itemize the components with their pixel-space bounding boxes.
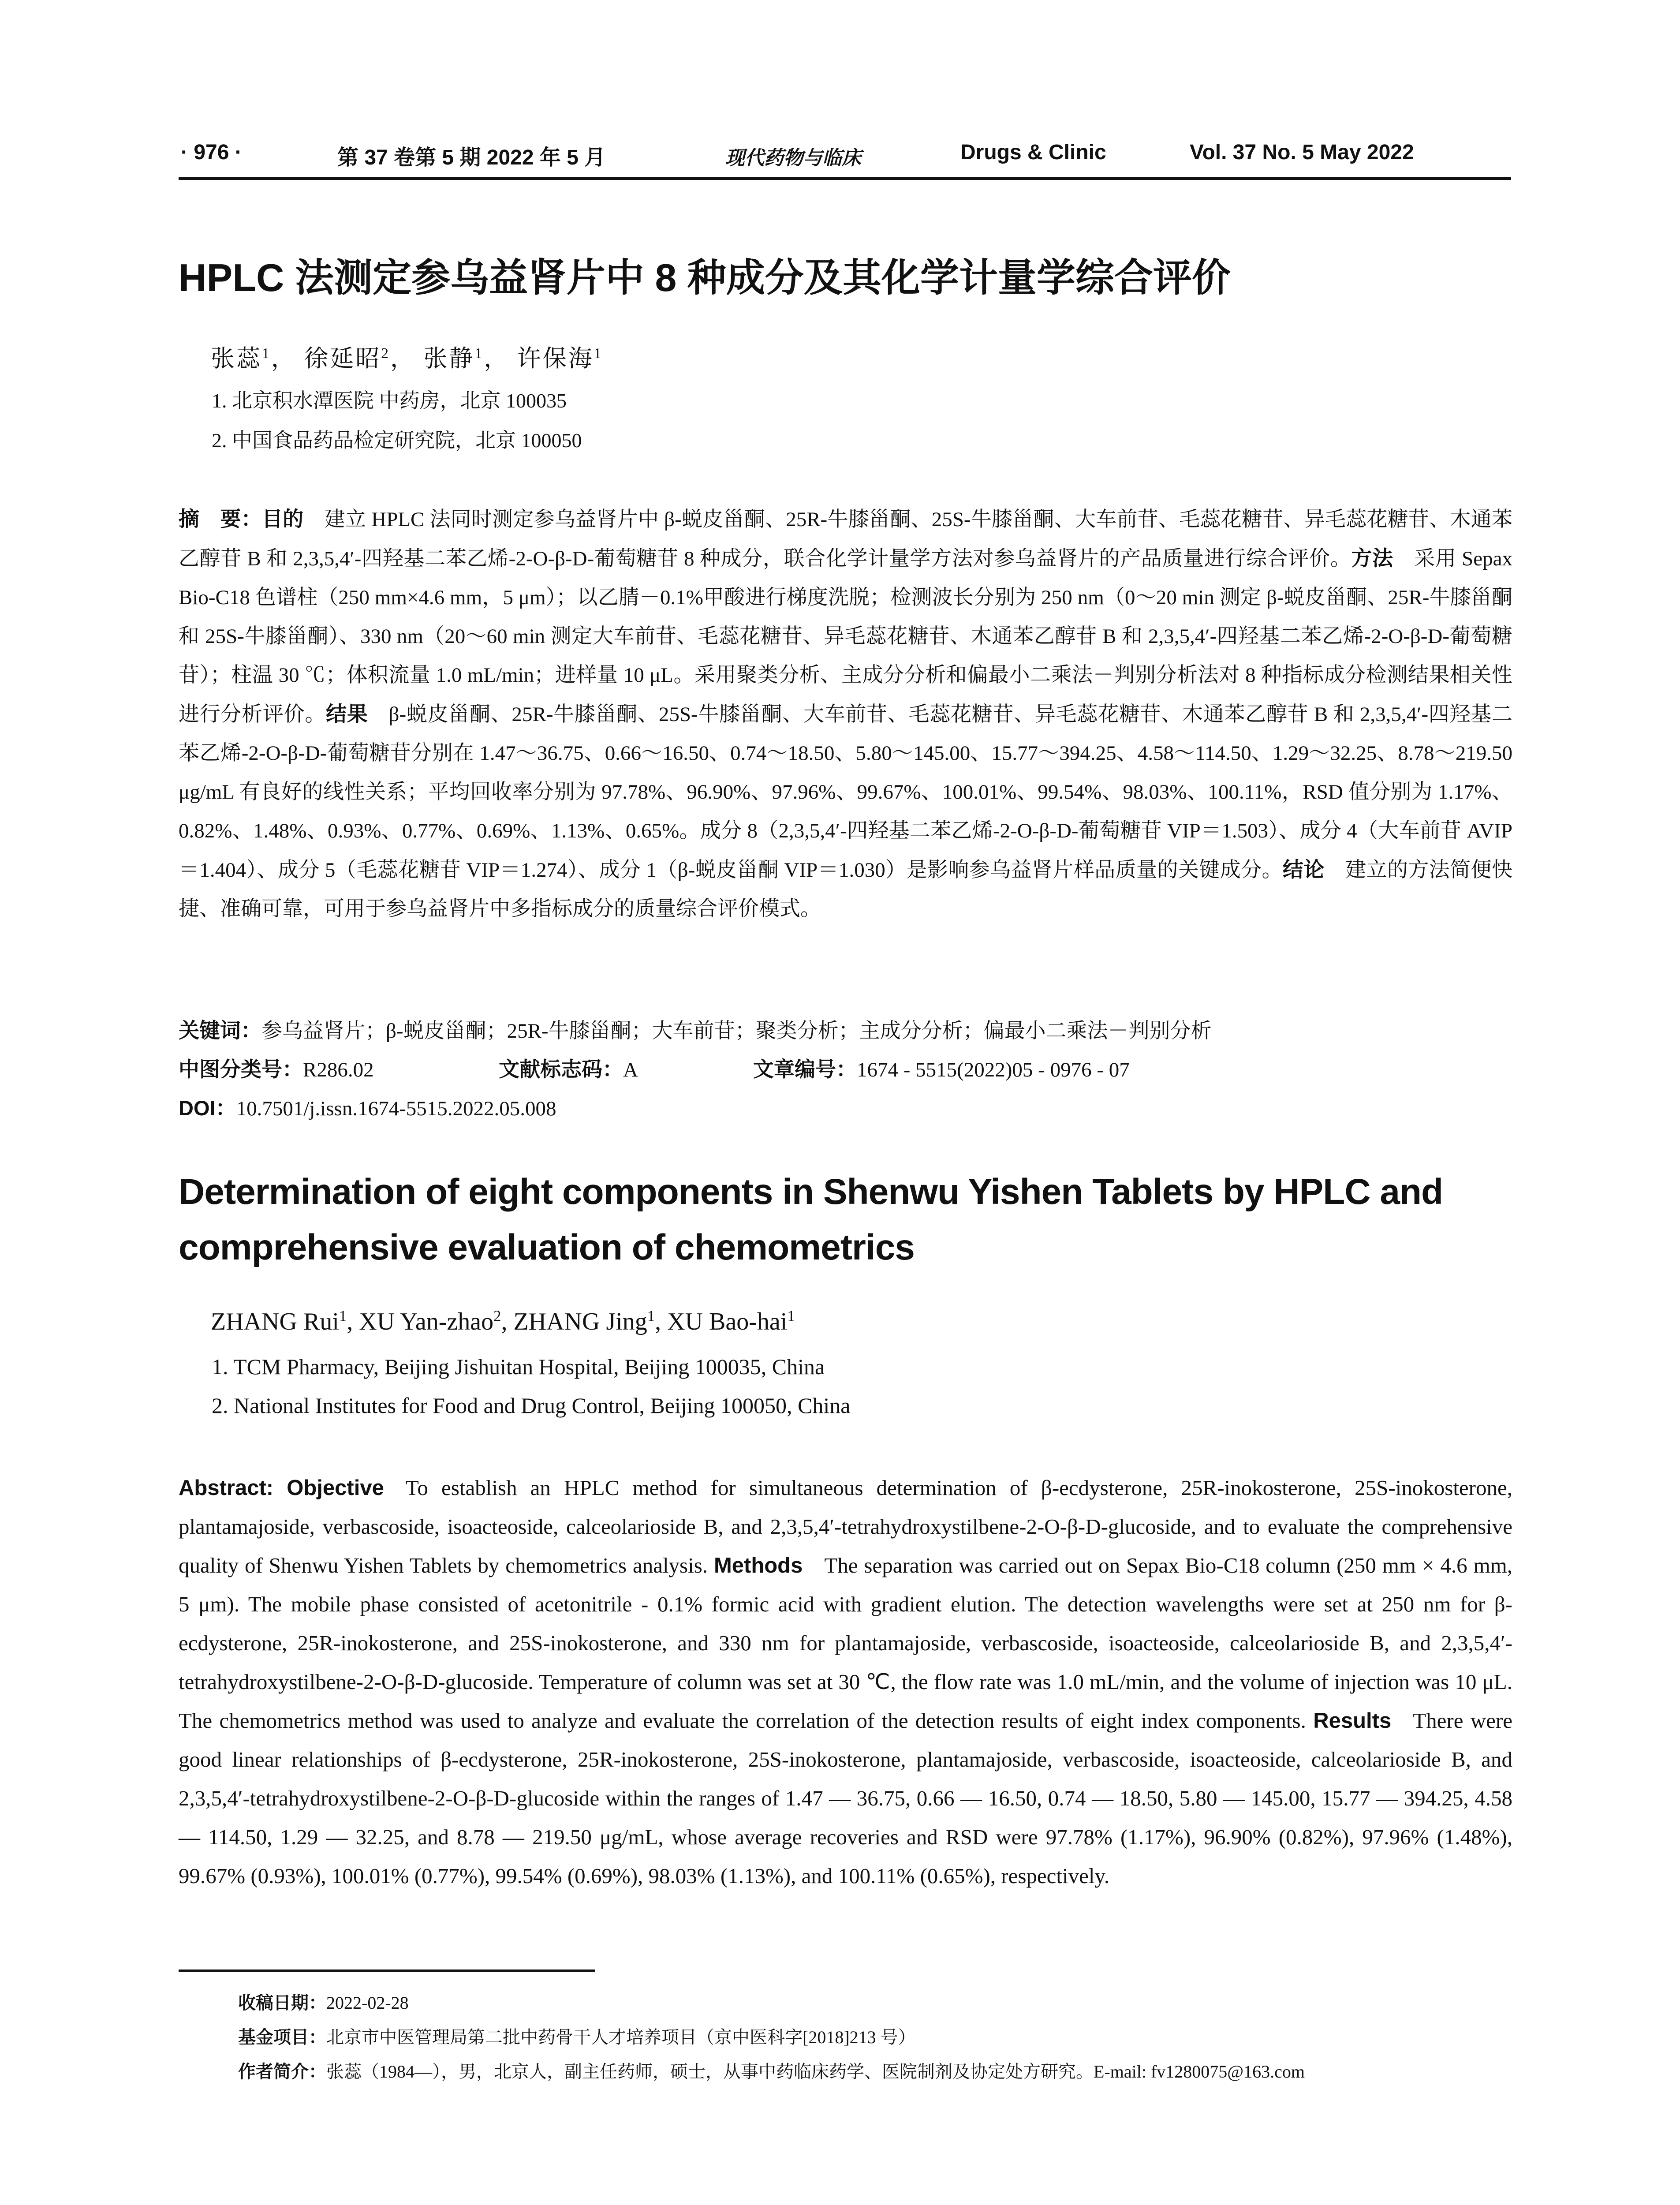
cn-keywords-label: 关键词：: [179, 1019, 261, 1042]
cn-keywords: [179, 1014, 1212, 1044]
en-abstract: [179, 1469, 1512, 1895]
cn-results-label: 结果: [326, 702, 368, 725]
article-no-label: 文章编号：: [753, 1058, 857, 1081]
cn-results-text: β-蜕皮甾酮、25R-牛膝甾酮、25S-牛膝甾酮、大车前苷、毛蕊花糖苷、异毛蕊花糖苷、木通苯乙醇苷 B 和 2,3,5,4′-四羟基二苯乙烯-2-O-β-D-葡萄糖苷分别在 1.47～36.75、0.66～16.50、0.74～18.50、5.80～145.00、15.77～394.25、4.58～114.50、1.29～32.25、8.78～219.50 μg/mL 有良好的线性关系；平均回收率分别为 97.78%、96.90%、97.96%、99.67%、100.01%、99.54%、98.03%、100.11%，RSD 值分别为 1.17%、0.82%、1.48%、0.93%、0.77%、0.69%、1.13%、0.65%。成分 8（2,3,5,4′-四羟基二苯乙烯-2-O-β-D-葡萄糖苷 VIP＝1.503）、成分 4（大车前苷 AVIP＝1.404）、成分 5（毛蕊花糖苷 VIP＝1.274）、成分 1（β-蜕皮甾酮 VIP＝1.030）是影响参乌益肾片样品质量的关键成分。: [179, 703, 1513, 882]
en-author: XU Bao-hai: [667, 1308, 788, 1335]
cn-conclusion-text: 建立的方法简便快捷、准确可靠，可用于参乌益肾片中多指标成分的质量综合评价模式。: [179, 859, 1513, 920]
cn-keywords-text: 参乌益肾片；β-蜕皮甾酮；25R-牛膝甾酮；大车前苷；聚类分析；主成分分析；偏最小二乘法－判别分析: [261, 1020, 1212, 1043]
en-results-label: Results: [1313, 1709, 1392, 1733]
journal-cn: 现代药物与临床: [725, 147, 861, 169]
cn-affiliation-1: 1. 北京积水潭医院 中药房，北京 100035: [212, 389, 567, 412]
cn-affiliation-2: 2. 中国食品药品检定研究院，北京 100050: [212, 429, 582, 452]
journal-en: Drugs & Clinic: [960, 141, 1106, 164]
page-number: · 976 ·: [181, 141, 242, 164]
cn-abstract: [179, 500, 1512, 928]
doccode-label: 文献标志码：: [499, 1058, 623, 1081]
en-objective-text: To establish an HPLC method for simultaneous determination of β-ecdysterone, 25R-inokosterone, 25S-inokosterone, plantamajoside, verbascoside, isoacteoside, calceolarioside B, and 2,3,5,4′-tetrahydroxystilbene-2-O-β-D-glucoside, and to evaluate the comprehensive quality of Shenwu Yishen Tablets by chemometrics analysis.: [179, 1476, 1512, 1577]
cn-author: 许保海: [517, 345, 594, 372]
cn-title: HPLC 法测定参乌益肾片中 8 种成分及其化学计量学综合评价: [179, 256, 1231, 299]
clc-label: 中图分类号：: [179, 1058, 303, 1081]
cn-classification: [179, 1053, 1130, 1083]
en-abstract-label: Abstract:: [179, 1476, 274, 1500]
doi-label: DOI：: [179, 1096, 236, 1120]
cn-objective-text: 建立 HPLC 法同时测定参乌益肾片中 β-蜕皮甾酮、25R-牛膝甾酮、25S-牛膝甾酮、大车前苷、毛蕊花糖苷、异毛蕊花糖苷、木通苯乙醇苷 B 和 2,3,5,4′-四羟基二苯乙烯-2-O-β-D-葡萄糖苷 8 种成分，联合化学计量学方法对参乌益肾片的产品质量进行综合评价。: [179, 508, 1512, 570]
issue-en: Vol. 37 No. 5 May 2022: [1190, 141, 1414, 164]
issue-cn: 第 37 卷第 5 期 2022 年 5 月: [337, 146, 606, 169]
en-author: ZHANG Jing: [513, 1308, 647, 1335]
cn-author-list: 张蕊$^1$， 徐延昭$^2$， 张静$^1$， 许保海$^1$: [211, 345, 603, 372]
en-affiliation-1: 1. TCM Pharmacy, Beijing Jishuitan Hospital, Beijing 100035, China: [212, 1354, 825, 1379]
doccode-value: A: [623, 1058, 637, 1081]
footnote-rule: [179, 1970, 595, 1972]
cn-methods-text: 采用 Sepax Bio-C18 色谱柱（250 mm×4.6 mm，5 μm）；以乙腈－0.1%甲酸进行梯度洗脱；检测波长分别为 250 nm（0～20 min 测定 β-蜕皮甾酮、25R-牛膝甾酮和 25S-牛膝甾酮）、330 nm（20～60 min 测定大车前苷、毛蕊花糖苷、异毛蕊花糖苷、木通苯乙醇苷 B 和 2,3,5,4′-四羟基二苯乙烯-2-O-β-D-葡萄糖苷）；柱温 30 ℃；体积流量 1.0 mL/min；进样量 10 μL。采用聚类分析、主成分分析和偏最小二乘法－判别分析法对 8 种指标成分检测结果相关性进行分析评价。: [179, 547, 1512, 726]
clc-value: R286.02: [303, 1058, 374, 1081]
en-author-list: ZHANG Rui$^1$, XU Yan-zhao$^2$, ZHANG Jing$^1$, XU Bao-hai$^1$: [211, 1307, 795, 1335]
cn-author: 张蕊: [211, 345, 262, 372]
header-rule: [179, 177, 1511, 180]
footnote-received: 收稿日期：2022-02-28: [238, 1993, 409, 2013]
en-methods-text: The separation was carried out on Sepax Bio-C18 column (250 mm × 4.6 mm, 5 μm). The mobile phase consisted of acetonitrile - 0.1% formic acid with gradient elution. The detection wavelengths were set at 250 nm for β-ecdysterone, 25R-inokosterone, and 25S-inokosterone, and 330 nm for plantamajoside, verbascoside, isoacteoside, calceolarioside B, and 2,3,5,4′-tetrahydroxystilbene-2-O-β-D-glucoside. Temperature of column was set at 30 ℃, the flow rate was 1.0 mL/min, and the volume of injection was 10 μL. The chemometrics method was used to analyze and evaluate the correlation of the detection results of eight index components.: [179, 1553, 1512, 1733]
en-author: ZHANG Rui: [211, 1308, 339, 1335]
footnote-author: 作者简介：张蕊（1984—），男，北京人，副主任药师，硕士，从事中药临床药学、医院制剂及协定处方研究。E-mail: fv1280075@163.com: [238, 2062, 1305, 2082]
en-objective-label: Objective: [287, 1476, 384, 1500]
en-author: XU Yan-zhao: [359, 1308, 494, 1335]
en-methods-label: Methods: [713, 1554, 803, 1577]
en-results-text: There were good linear relationships of β-ecdysterone, 25R-inokosterone, 25S-inokosterone, plantamajoside, verbascoside, isoacteoside, calceolarioside B, and 2,3,5,4′-tetrahydroxystilbene-2-O-β-D-glucoside within the ranges of 1.47 — 36.75, 0.66 — 16.50, 0.74 — 18.50, 5.80 — 145.00, 15.77 — 394.25, 4.58 — 114.50, 1.29 — 32.25, and 8.78 — 219.50 μg/mL, whose average recoveries and RSD were 97.78% (1.17%), 96.90% (0.82%), 97.96% (1.48%), 99.67% (0.93%), 100.01% (0.77%), 99.54% (0.69%), 98.03% (1.13%), and 100.11% (0.65%), respectively.: [179, 1708, 1513, 1888]
doi-line: [179, 1092, 556, 1121]
doi-value: 10.7501/j.issn.1674-5515.2022.05.008: [236, 1097, 556, 1120]
cn-author: 徐延昭: [304, 345, 381, 372]
cn-author: 张静: [423, 345, 475, 372]
cn-abstract-label: 摘 要：: [179, 507, 262, 531]
footnote-fund: 基金项目：北京市中医管理局第二批中药骨干人才培养项目（京中医科字[2018]213 号）: [238, 2027, 916, 2047]
running-header: [181, 140, 1512, 171]
cn-methods-label: 方法: [1351, 546, 1393, 570]
cn-objective-label: 目的: [262, 507, 304, 531]
article-no-value: 1674 - 5515(2022)05 - 0976 - 07: [856, 1058, 1130, 1081]
cn-conclusion-label: 结论: [1282, 858, 1325, 881]
en-affiliation-2: 2. National Institutes for Food and Drug Control, Beijing 100050, China: [212, 1393, 851, 1418]
en-title: Determination of eight components in Shenwu Yishen Tablets by HPLC and comprehensive evaluation of chemometrics: [179, 1172, 1443, 1267]
